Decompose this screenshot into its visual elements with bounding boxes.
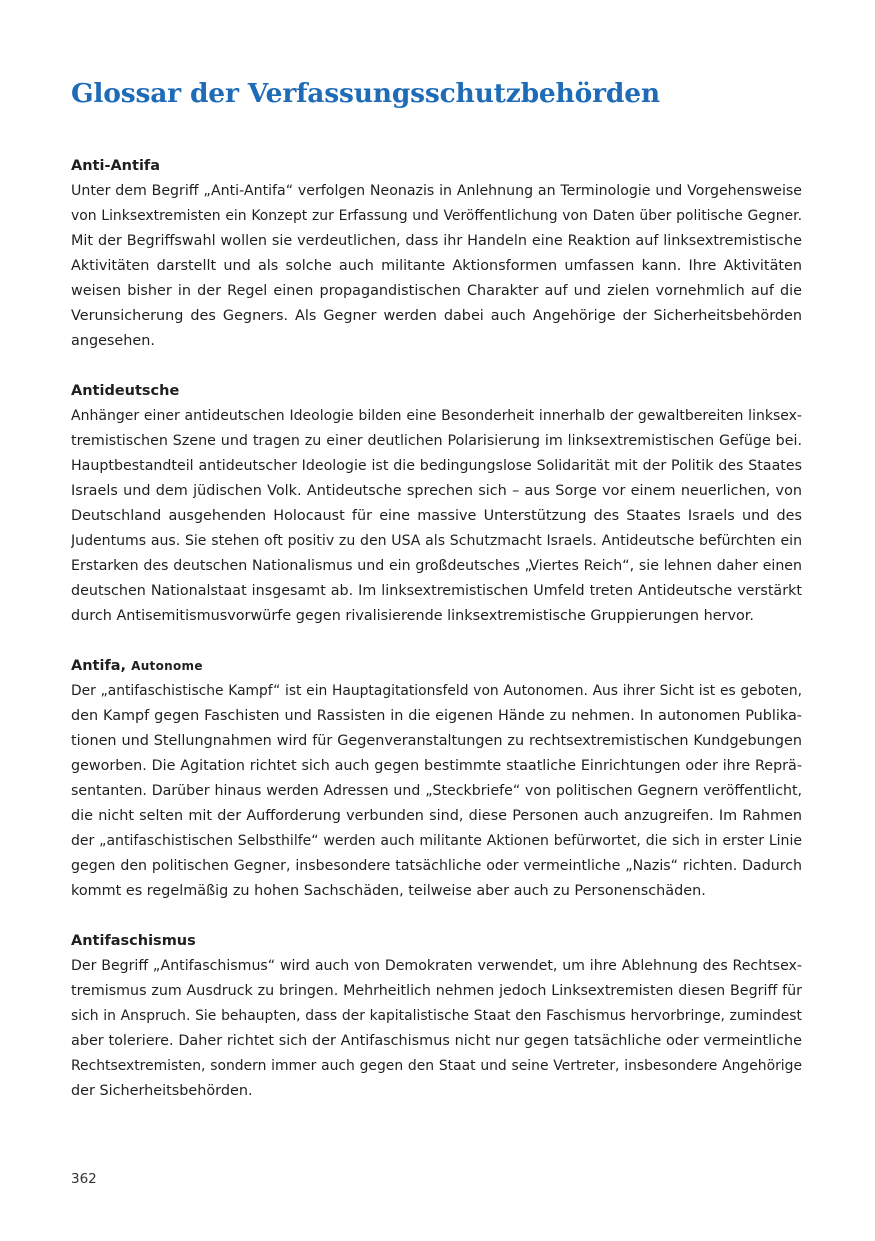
entry-line: aber toleriere. Daher richtet sich der Antifaschismus nicht nur gegen tatsächliche oder vermeintliche <box>71 1033 802 1049</box>
glossary-entry-antifaschismus <box>71 929 802 1104</box>
entry-line: tremistischen Szene und tragen zu einer deutlichen Polarisierung im linksextremistischen Gefüge bei. <box>71 433 802 449</box>
entry-line: Der „antifaschistische Kampf“ ist ein Hauptagitationsfeld von Autonomen. Aus ihrer Sicht ist es geboten, <box>71 683 802 699</box>
entry-line: die nicht selten mit der Aufforderung verbunden sind, diese Personen auch anzugreifen. Im Rahmen <box>71 808 802 824</box>
entry-line: weisen bisher in der Regel einen propagandistischen Charakter auf und zielen vornehmlich auf die <box>71 283 802 299</box>
entry-line: Der Begriff „Antifaschismus“ wird auch von Demokraten verwendet, um ihre Ablehnung des Rechtsex- <box>71 958 802 974</box>
page-title: Glossar der Verfassungsschutzbehörden <box>71 78 660 109</box>
entry-line: Verunsicherung des Gegners. Als Gegner werden dabei auch Angehörige der Sicherheitsbehörden <box>71 308 802 324</box>
entry-line: Judentums aus. Sie stehen oft positiv zu den USA als Schutzmacht Israels. Antideutsche befürchten ein <box>71 533 802 549</box>
entry-line: der „antifaschistischen Selbsthilfe“ werden auch militante Aktionen befürwortet, die sich in erster Linie <box>71 833 802 849</box>
entry-line: von Linksextremisten ein Konzept zur Erfassung und Veröffentlichung von Daten über politische Gegner. <box>71 208 802 224</box>
entry-line: deutschen Nationalstaat insgesamt ab. Im linksextremistischen Umfeld treten Antideutsche verstärkt <box>71 583 802 599</box>
entry-line: angesehen. <box>71 333 155 349</box>
entry-line: Aktivitäten darstellt und als solche auch militante Aktionsformen umfassen kann. Ihre Aktivitäten <box>71 258 802 274</box>
entry-line: sich in Anspruch. Sie behaupten, dass der kapitalistische Staat den Faschismus hervorbringe, zumindest <box>71 1008 802 1024</box>
glossary-entry-antifa-autonome <box>71 654 802 904</box>
entry-line: gegen den politischen Gegner, insbesondere tatsächliche oder vermeintliche „Nazis“ richten. Dadurch <box>71 858 802 874</box>
glossary-entry-antideutsche <box>71 379 802 629</box>
entry-line: geworben. Die Agitation richtet sich auch gegen bestimmte staatliche Einrichtungen oder ihre Reprä- <box>71 758 802 774</box>
entry-line: tremismus zum Ausdruck zu bringen. Mehrheitlich nehmen jedoch Linksextremisten diesen Begriff für <box>71 983 802 999</box>
entry-term <box>71 654 802 679</box>
entry-term-suffix: Autonome <box>131 659 203 673</box>
glossary-entry-anti-antifa <box>71 154 802 354</box>
entry-line: sentanten. Darüber hinaus werden Adressen und „Steckbriefe“ von politischen Gegnern veröffentlicht, <box>71 783 802 799</box>
entry-term: Antifaschismus <box>71 933 196 949</box>
entry-line: kommt es regelmäßig zu hohen Sachschäden, teilweise aber auch zu Personenschäden. <box>71 883 706 899</box>
entry-line: Erstarken des deutschen Nationalismus und ein großdeutsches „Viertes Reich“, sie lehnen daher einen <box>71 558 802 574</box>
entry-line: Unter dem Begriff „Anti-Antifa“ verfolgen Neonazis in Anlehnung an Terminologie und Vorgehensweise <box>71 183 802 199</box>
entry-term-main: Antifa, <box>71 658 127 674</box>
entry-line: Israels und dem jüdischen Volk. Antideutsche sprechen sich – aus Sorge vor einem neuerlichen, von <box>71 483 802 499</box>
entry-line: Mit der Begriffswahl wollen sie verdeutlichen, dass ihr Handeln eine Reaktion auf linksextremistische <box>71 233 802 249</box>
entry-line: Anhänger einer antideutschen Ideologie bilden eine Besonderheit innerhalb der gewaltbereiten linksex- <box>71 408 802 424</box>
entry-line: Deutschland ausgehenden Holocaust für eine massive Unterstützung des Staates Israels und des <box>71 508 802 524</box>
entry-line: Rechtsextremisten, sondern immer auch gegen den Staat und seine Vertreter, insbesondere Angehörige <box>71 1058 802 1074</box>
entry-line: tionen und Stellungnahmen wird für Gegenveranstaltungen zu rechtsextremistischen Kundgebungen <box>71 733 802 749</box>
entry-line: Hauptbestandteil antideutscher Ideologie ist die bedingungslose Solidarität mit der Politik des Staates <box>71 458 802 474</box>
page-number: 362 <box>71 1171 97 1187</box>
entry-line: durch Antisemitismusvorwürfe gegen rivalisierende linksextremistische Gruppierungen hervor. <box>71 608 754 624</box>
entry-term: Antideutsche <box>71 383 180 399</box>
entry-line: der Sicherheitsbehörden. <box>71 1083 253 1099</box>
entry-term: Anti-Antifa <box>71 158 161 174</box>
entry-line: den Kampf gegen Faschisten und Rassisten in die eigenen Hände zu nehmen. In autonomen Publika- <box>71 708 802 724</box>
